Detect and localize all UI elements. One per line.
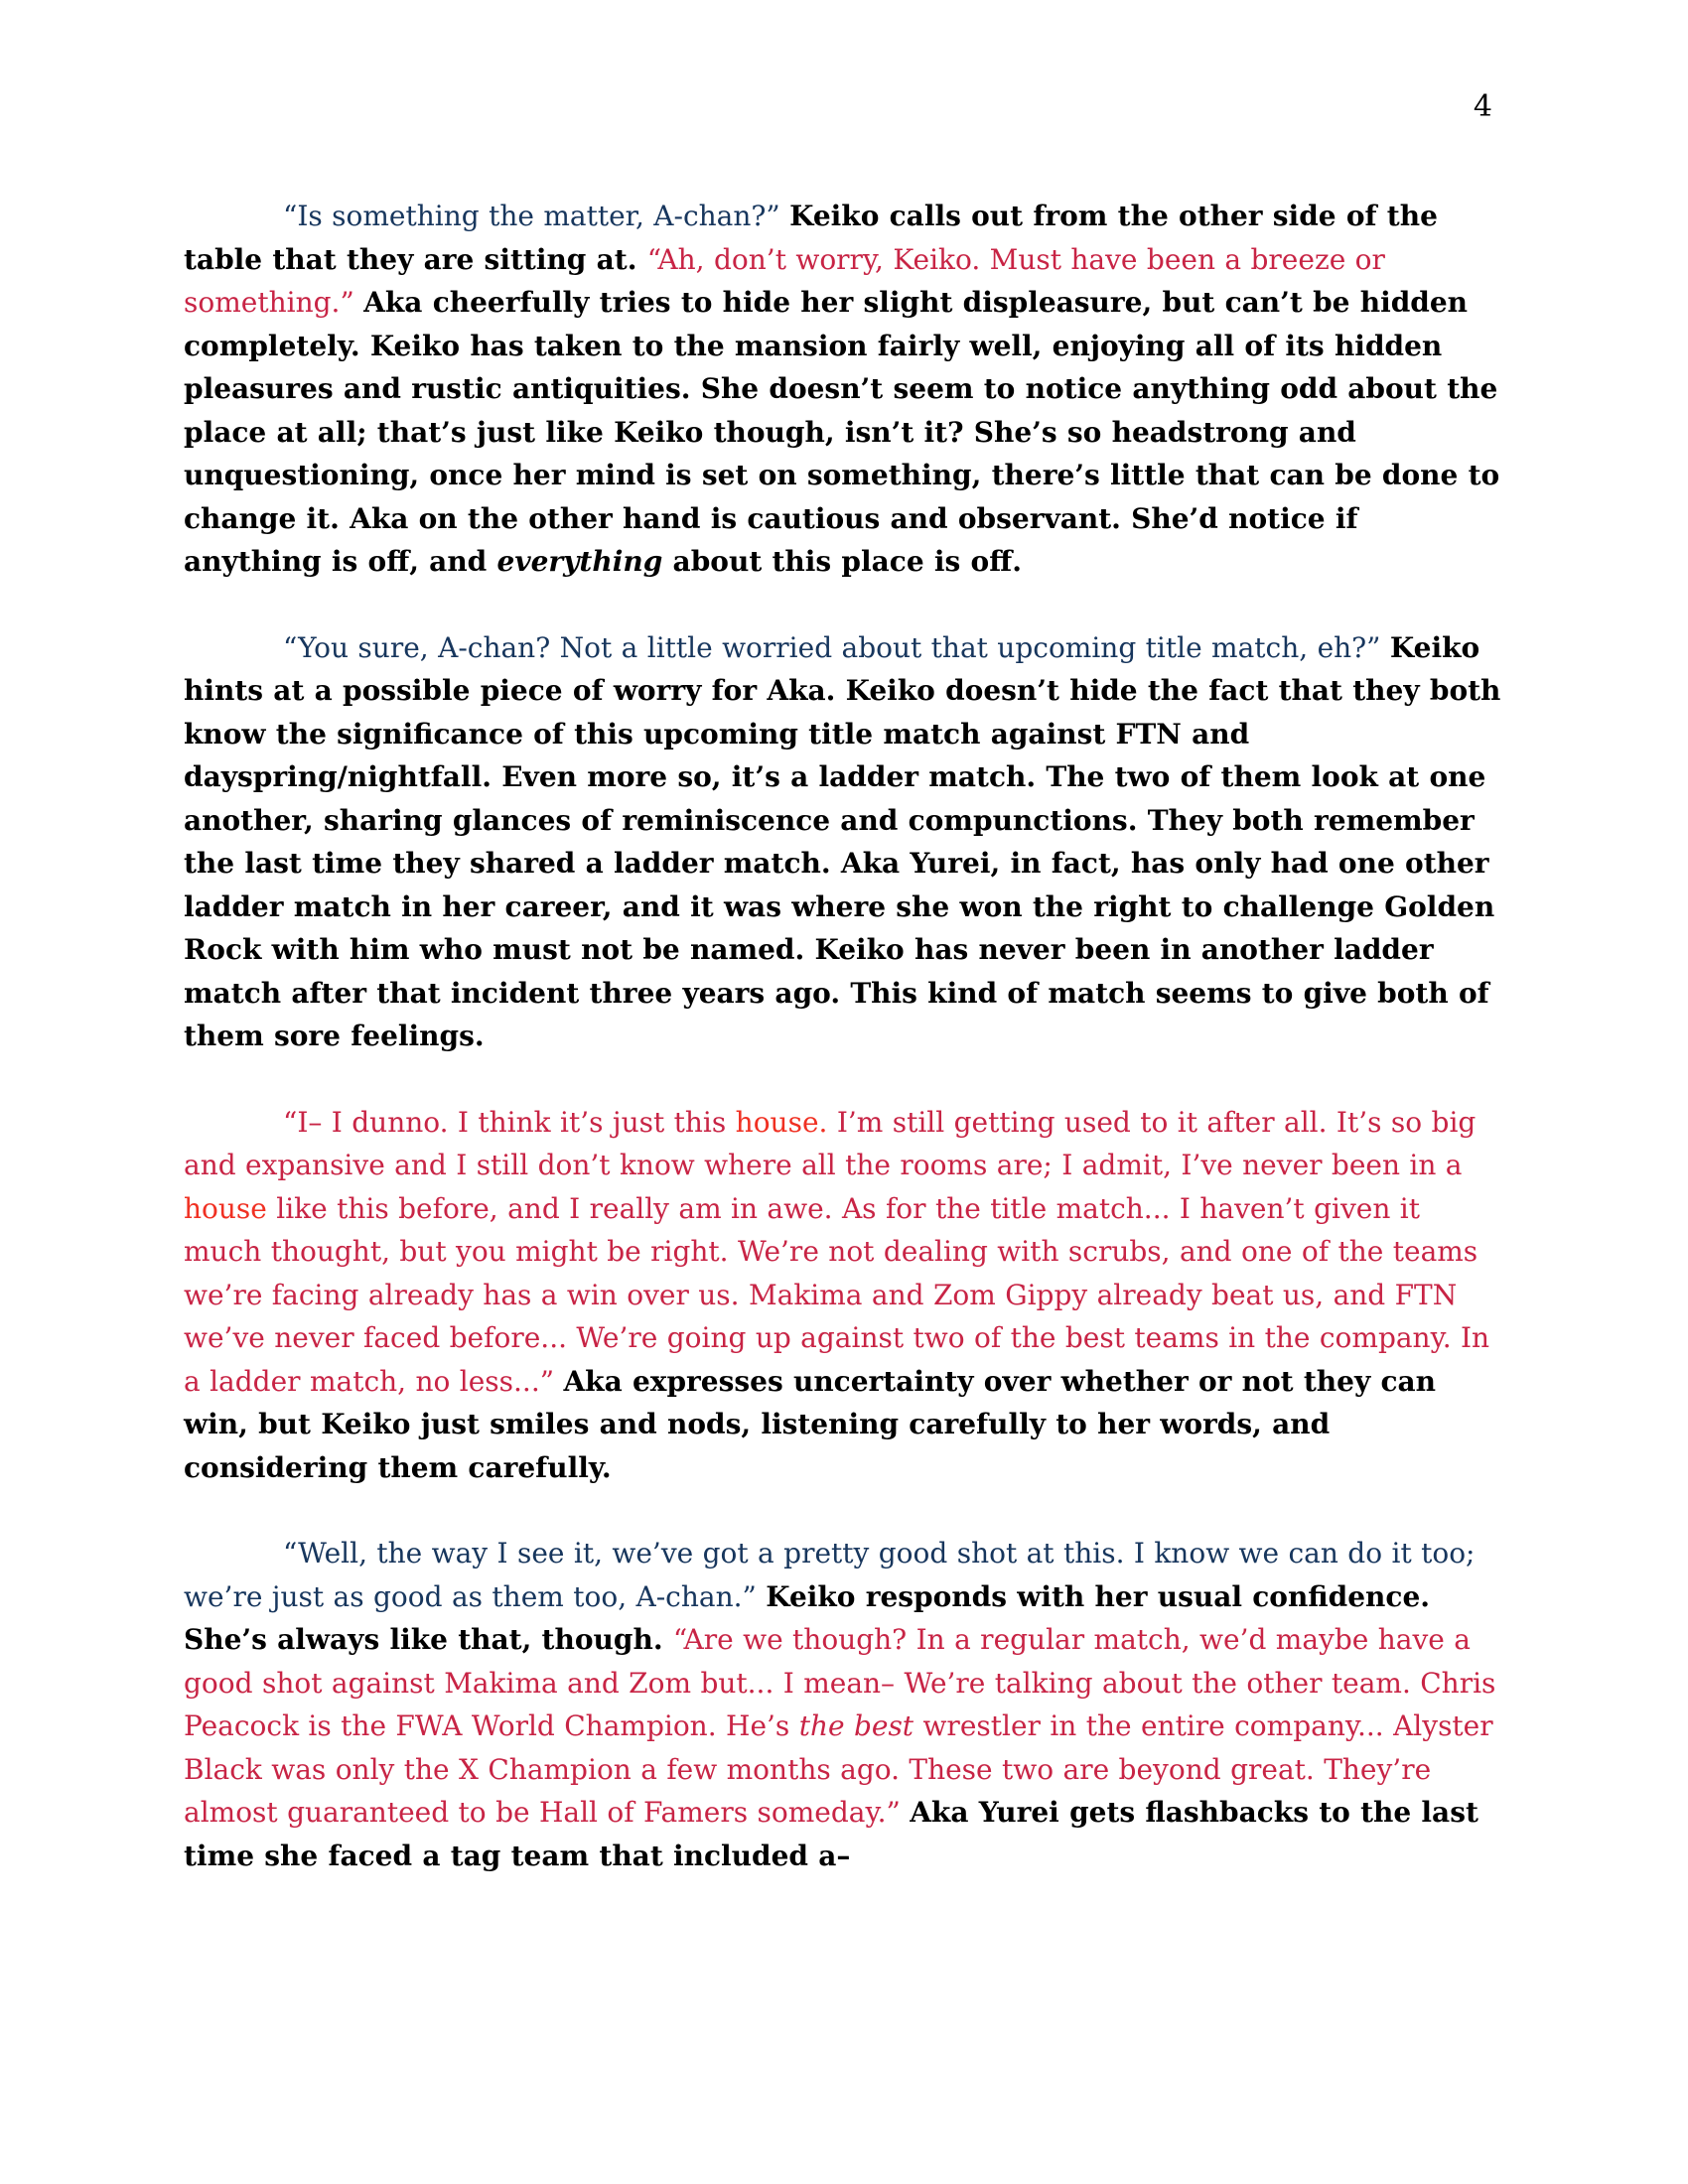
text-run: “Are we though? In a regular match, we’d maybe have a good shot against Makima and Zom but... I mean– We’re talking about the other team. Chris Peacock is the FWA World Champion. He’s [184, 1623, 1496, 1742]
text-run: “Ah, don’t worry, Keiko. Must have been a breeze or something.” [184, 242, 1385, 319]
text-run: everything [496, 545, 663, 578]
text-run: house [184, 1191, 267, 1225]
text-run: “I– I dunno. I think it’s just this [283, 1105, 736, 1139]
text-run: Keiko calls out from the other side of the table that they are sitting at. [184, 200, 1438, 276]
text-run: about this place is off. [662, 545, 1022, 578]
paragraph [184, 1532, 1504, 1877]
text-run: house. [735, 1105, 828, 1139]
paragraph [184, 1101, 1504, 1490]
text-run: Keiko hints at a possible piece of worry for Aka. Keiko doesn’t hide the fact that they both know the significance of this upcoming title match against FTN and dayspring/nightfall. Even more so, it’s a ladder match. The two of them look at one another, sharing glances of reminiscence and compunctions. They both remember the last time they shared a ladder match. Aka Yurei, in fact, has only had one other ladder match in her career, and it was where she won the right to challenge Golden Rock with him who must not be named. Keiko has never been in another ladder match after that incident three years ago. This kind of match seems to give both of them sore feelings. [184, 630, 1501, 1052]
text-run: Aka expresses uncertainty over whether or not they can win, but Keiko just smiles and nods, listening carefully to her words, and considering them carefully. [184, 1364, 1437, 1484]
text-run: Keiko responds with her usual confidence. She’s always like that, though. [184, 1579, 1431, 1656]
text-run: Aka cheerfully tries to hide her slight displeasure, but can’t be hidden completely. Keiko has taken to the mansion fairly well, enjoying all of its hidden pleasures and rustic antiquities. She doesn’t seem to notice anything odd about the place at all; that’s just like Keiko though, isn’t it? She’s so headstrong and unquestioning, once her mind is set on something, there’s little that can be done to change it. Aka on the other hand is cautious and observant. She’d notice if anything is off, and [184, 286, 1500, 578]
text-run: like this before, and I really am in awe. As for the title match... I haven’t given it much thought, but you might be right. We’re not dealing with scrubs, and one of the teams we’re facing already has a win over us. Makima and Zom Gippy already beat us, and FTN we’ve never faced before... We’re going up against two of the best teams in the company. In a ladder match, no less...” [184, 1191, 1490, 1398]
page-number: 4 [1473, 89, 1492, 124]
text-run: “Is something the matter, A-chan?” [283, 200, 790, 232]
document-body [184, 195, 1504, 1920]
text-run: wrestler in the entire company... Alyster Black was only the X Champion a few months ago. These two are beyond great. They’re almost guaranteed to be Hall of Famers someday.” [184, 1709, 1493, 1829]
paragraph [184, 626, 1504, 1058]
paragraph [184, 195, 1504, 584]
text-run: “You sure, A-chan? Not a little worried about that upcoming title match, eh?” [283, 630, 1390, 664]
text-run: the best [798, 1709, 914, 1742]
text-run: I’m still getting used to it after all. It’s so big and expansive and I still don’t know where all the rooms are; I admit, I’ve never been in a [184, 1105, 1477, 1181]
text-run: Aka Yurei gets flashbacks to the last time she faced a tag team that included a– [184, 1796, 1478, 1872]
text-run: “Well, the way I see it, we’ve got a pretty good shot at this. I know we can do it too; we’re just as good as them too, A-chan.” [184, 1537, 1476, 1613]
